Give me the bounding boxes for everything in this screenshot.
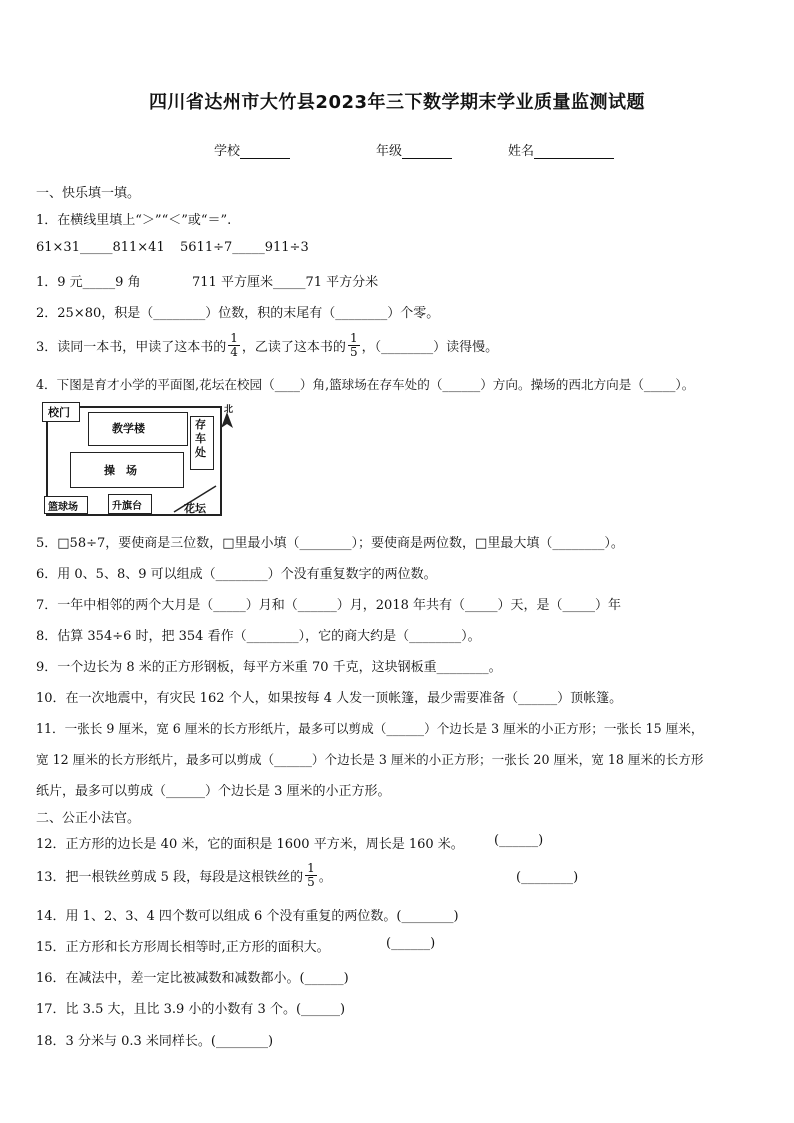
question-11-line-2: 宽 12 厘米的长方形纸片，最多可以剪成（______）个边长是 3 厘米的小正方形；一张长 20 厘米，宽 18 厘米的长方形 [36,752,704,767]
question-15-answer-blank[interactable]: (______) [386,936,436,951]
fraction-one-quarter [228,332,240,359]
question-10: 10．在一次地震中，有灾民 162 个人，如果按每 4 人发一顶帐篷，最少需要准备（______）顶帐篷。 [36,691,623,706]
teaching-building-label: 教学楼 [112,422,145,435]
playground-label: 操 场 [104,464,137,477]
question-2: 2．25×80，积是（________）位数，积的末尾有（________）个零。 [36,306,440,321]
flag-stage-label: 升旗台 [112,501,142,512]
question-6: 6．用 0、5、8、9 可以组成（________）个没有重复数字的两位数。 [36,567,437,582]
parking-label: 存车处 [195,418,206,459]
question-3-part-a: 3．读同一本书，甲读了这本书的 [36,340,227,355]
question-1d: 711 平方厘米_____71 平方分米 [192,275,379,290]
question-12-answer-blank[interactable]: (______) [494,833,544,848]
north-label: 北 [224,405,234,415]
fraction-denominator: 5 [307,875,315,889]
section-heading-2: 二、公正小法官。 [36,811,141,826]
page-title: 四川省达州市大竹县2023年三下数学期末学业质量监测试题 [148,92,646,113]
question-1b: 5611÷7_____911÷3 [180,240,309,255]
question-4: 4．下图是育才小学的平面图,花坛在校园（____）角,篮球场在存车处的（______）方向。操场的西北方向是（_____）。 [36,377,695,392]
north-arrow-icon [220,412,234,430]
name-label: 姓名 [508,144,535,159]
question-7: 7．一年中相邻的两个大月是（_____）月和（______）月，2018 年共有（_____）天，是（_____）年 [36,598,621,613]
basketball-court-label: 篮球场 [48,502,78,513]
question-1c: 1．9 元_____9 角 [36,275,141,290]
grade-label: 年级 [376,144,403,159]
question-11-line-1: 11．一张长 9 厘米，宽 6 厘米的长方形纸片，最多可以剪成（______）个边长是 3 厘米的小正方形；一张长 15 厘米， [36,721,704,736]
school-label: 学校 [214,144,241,159]
question-8: 8．估算 354÷6 时，把 354 看作（________），它的商大约是（________）。 [36,629,481,644]
question-3-part-b: ，乙读了这本书的 [241,340,346,355]
fraction-numerator: 1 [230,331,238,345]
question-5: 5．□58÷7，要使商是三位数，□里最小填（________）；要使商是两位数，□里最大填（________）。 [36,536,624,551]
question-12: 12．正方形的边长是 40 米，它的面积是 1600 平方米，周长是 160 米。 [36,837,464,852]
question-13-part-b: 。 [318,870,332,885]
question-1: 1．在横线里填上“＞”“＜”或“＝”. [36,213,232,228]
question-11-line-3: 纸片，最多可以剪成（______）个边长是 3 厘米的小正方形。 [36,784,391,799]
question-3 [36,332,498,359]
grade-blank[interactable] [402,144,452,159]
question-16: 16．在减法中，差一定比被减数和减数都小。(______) [36,971,349,986]
flowerbed-label: 花坛 [184,502,206,515]
school-plan-map [40,400,240,518]
question-1a: 61×31_____811×41 [36,240,165,255]
gate-label: 校门 [48,406,70,419]
fraction-numerator: 1 [349,331,358,345]
fraction-one-fifth [305,862,317,889]
question-14: 14．用 1、2、3、4 四个数可以组成 6 个没有重复的两位数。(________) [36,909,459,924]
name-field [508,140,614,159]
question-17: 17．比 3.5 大，且比 3.9 小的小数有 3 个。(______) [36,1002,346,1017]
school-blank[interactable] [240,144,290,159]
grade-field [376,140,452,159]
fraction-numerator: 1 [307,861,315,875]
school-field [214,140,290,159]
name-blank[interactable] [534,144,614,159]
question-18: 18．3 分米与 0.3 米同样长。(________) [36,1034,274,1049]
section-heading-1: 一、快乐填一填。 [36,186,141,201]
question-9: 9．一个边长为 8 米的正方形钢板，每平方米重 70 千克，这块钢板重________。 [36,660,502,675]
question-13 [36,862,332,889]
fraction-denominator: 5 [349,345,358,359]
question-13-part-a: 13．把一根铁丝剪成 5 段，每段是这根铁丝的 [36,870,304,885]
question-15: 15．正方形和长方形周长相等时,正方形的面积大。 [36,940,330,955]
question-13-answer-blank[interactable]: (________) [516,870,579,885]
fraction-one-fifth [348,332,360,359]
fraction-denominator: 4 [230,345,238,359]
question-3-part-c: ，（________）读得慢。 [361,340,499,355]
